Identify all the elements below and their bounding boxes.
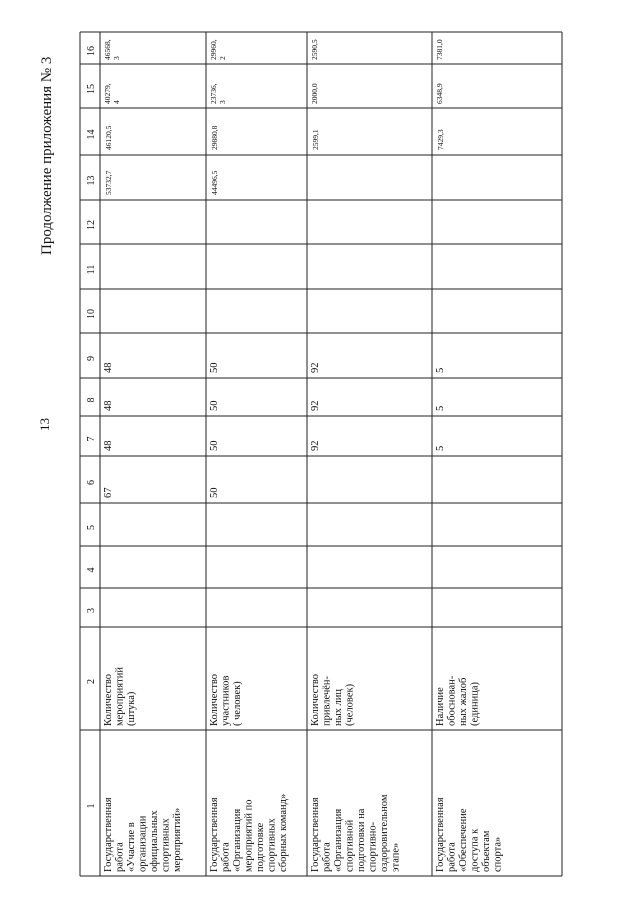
- row-3-indicator-line: (человек): [344, 683, 356, 726]
- header-col-3: 3: [86, 608, 97, 613]
- row-3-value-col-9: 92: [310, 362, 321, 373]
- row-4-work-name-line: объектам: [481, 830, 492, 872]
- row-2-value-col-14: 29880,8: [210, 125, 219, 150]
- row-3-work-name-line: работа: [321, 842, 333, 872]
- row-2-value-col-15: 3: [218, 100, 227, 104]
- row-1-value-col-16: 46568,: [103, 39, 112, 60]
- header-col-6: 6: [86, 480, 97, 485]
- header-col-2: 2: [86, 679, 97, 684]
- row-4-indicator-line: Наличие: [435, 687, 446, 726]
- row-2-work-name-line: Государственная: [209, 797, 220, 872]
- row-1-work-name-line: официальных: [149, 810, 160, 872]
- header-col-13: 13: [86, 175, 97, 186]
- row-2-value-col-8: 50: [209, 400, 220, 411]
- row-3-work-name-line: спортивно-: [367, 821, 379, 872]
- row-4-value-col-8: 5: [435, 405, 446, 411]
- row-2-value-col-7: 50: [209, 440, 220, 451]
- row-3-work-name-line: спортивной: [344, 819, 356, 872]
- row-1-value-col-6: 67: [103, 487, 114, 498]
- row-3-value-col-7: 92: [310, 440, 321, 451]
- row-3-value-col-15: 2000,0: [310, 83, 319, 104]
- row-1-indicator-line: (штука): [126, 691, 137, 726]
- row-2-value-col-15: 23736,: [209, 83, 218, 104]
- header-col-10: 10: [86, 309, 97, 319]
- row-3-value-col-16: 2590,5: [310, 39, 319, 60]
- header-col-1: 1: [86, 803, 97, 809]
- row-3-indicator-line: Количество: [310, 673, 321, 726]
- row-3-work-name-line: оздоровительном: [379, 794, 390, 872]
- row-1-work-name-line: работа: [114, 842, 126, 872]
- row-3-work-name-line: подготовки на: [356, 808, 367, 872]
- row-3-work-name-line: Государственная: [310, 797, 321, 872]
- header-col-12: 12: [86, 220, 97, 230]
- row-3-indicator-line: привлечён-: [321, 675, 333, 726]
- row-2-indicator-line: ( человек): [232, 681, 243, 726]
- row-4-value-col-15: 6348,9: [435, 83, 444, 104]
- page-number: 13: [37, 418, 52, 431]
- row-2-work-name-line: мероприятий по: [243, 799, 255, 872]
- header-col-14: 14: [86, 129, 97, 140]
- row-1-work-name-line: «Участие в: [126, 822, 137, 872]
- header-col-16: 16: [86, 46, 97, 56]
- row-1-value-col-15: 40279,: [103, 83, 112, 104]
- row-3-value-col-8: 92: [310, 400, 321, 411]
- page-title: Продолжение приложения № 3: [39, 56, 55, 255]
- row-2-indicator-line: участников: [220, 675, 232, 726]
- row-1-work-name-line: организации: [137, 815, 149, 872]
- row-3-indicator-line: ных лиц: [333, 688, 344, 726]
- row-4-value-col-9: 5: [435, 367, 446, 373]
- row-3-work-name-line: этапе»: [390, 842, 402, 872]
- row-4-indicator-line: ных жалоб: [458, 677, 469, 726]
- row-4-work-name-line: спорта»: [492, 836, 504, 872]
- header-col-11: 11: [86, 264, 97, 275]
- header-col-7: 7: [86, 436, 97, 442]
- row-1-value-col-8: 48: [103, 400, 114, 411]
- row-4-indicator-line: (единица): [469, 682, 481, 726]
- row-2-work-name-line: спортивных: [266, 818, 278, 872]
- row-1-work-name-line: спортивных: [160, 818, 172, 872]
- row-4-value-col-14: 7429,3: [436, 129, 445, 150]
- row-4-work-name-line: доступа к: [469, 828, 481, 872]
- row-3-value-col-14: 2599,1: [311, 129, 320, 150]
- row-2-work-name-line: сборных команд»: [278, 793, 289, 872]
- row-1-work-name-line: мероприятий»: [172, 807, 183, 872]
- row-1-indicator-line: Количество: [103, 673, 114, 726]
- row-1-value-col-15: 4: [112, 100, 121, 104]
- row-4-value-col-7: 5: [435, 445, 446, 451]
- row-2-value-col-13: 44496,5: [210, 170, 219, 195]
- row-2-work-name-line: «Организация: [232, 808, 243, 872]
- header-col-9: 9: [86, 356, 97, 361]
- row-2-indicator-line: Количество: [209, 673, 220, 726]
- header-col-8: 8: [86, 397, 97, 403]
- row-1-value-col-16: 3: [112, 56, 121, 60]
- row-4-indicator-line: обоснован-: [446, 675, 458, 726]
- row-2-value-col-16: 2: [218, 56, 227, 60]
- row-1-value-col-14: 46120,5: [104, 125, 113, 150]
- header-col-15: 15: [86, 84, 97, 94]
- row-3-work-name-line: «Организация: [333, 808, 344, 872]
- row-1-value-col-13: 53732,7: [104, 170, 113, 195]
- row-4-work-name-line: «Обеспечение: [458, 808, 469, 872]
- header-col-4: 4: [86, 567, 97, 573]
- header-col-5: 5: [86, 525, 97, 530]
- row-2-value-col-9: 50: [209, 362, 220, 373]
- row-4-work-name-line: работа: [446, 842, 458, 872]
- row-1-indicator-line: мероприятий: [114, 667, 126, 726]
- row-1-value-col-9: 48: [103, 362, 114, 373]
- row-2-value-col-16: 29960,: [209, 39, 218, 60]
- table-grid: [80, 32, 562, 876]
- row-1-value-col-7: 48: [103, 440, 114, 451]
- row-2-work-name-line: работа: [220, 842, 232, 872]
- row-2-value-col-6: 50: [209, 487, 220, 498]
- row-2-work-name-line: подготовке: [255, 822, 266, 872]
- row-4-work-name-line: Государственная: [435, 797, 446, 872]
- row-4-value-col-16: 7381,0: [435, 39, 444, 60]
- row-1-work-name-line: Государственная: [103, 797, 114, 872]
